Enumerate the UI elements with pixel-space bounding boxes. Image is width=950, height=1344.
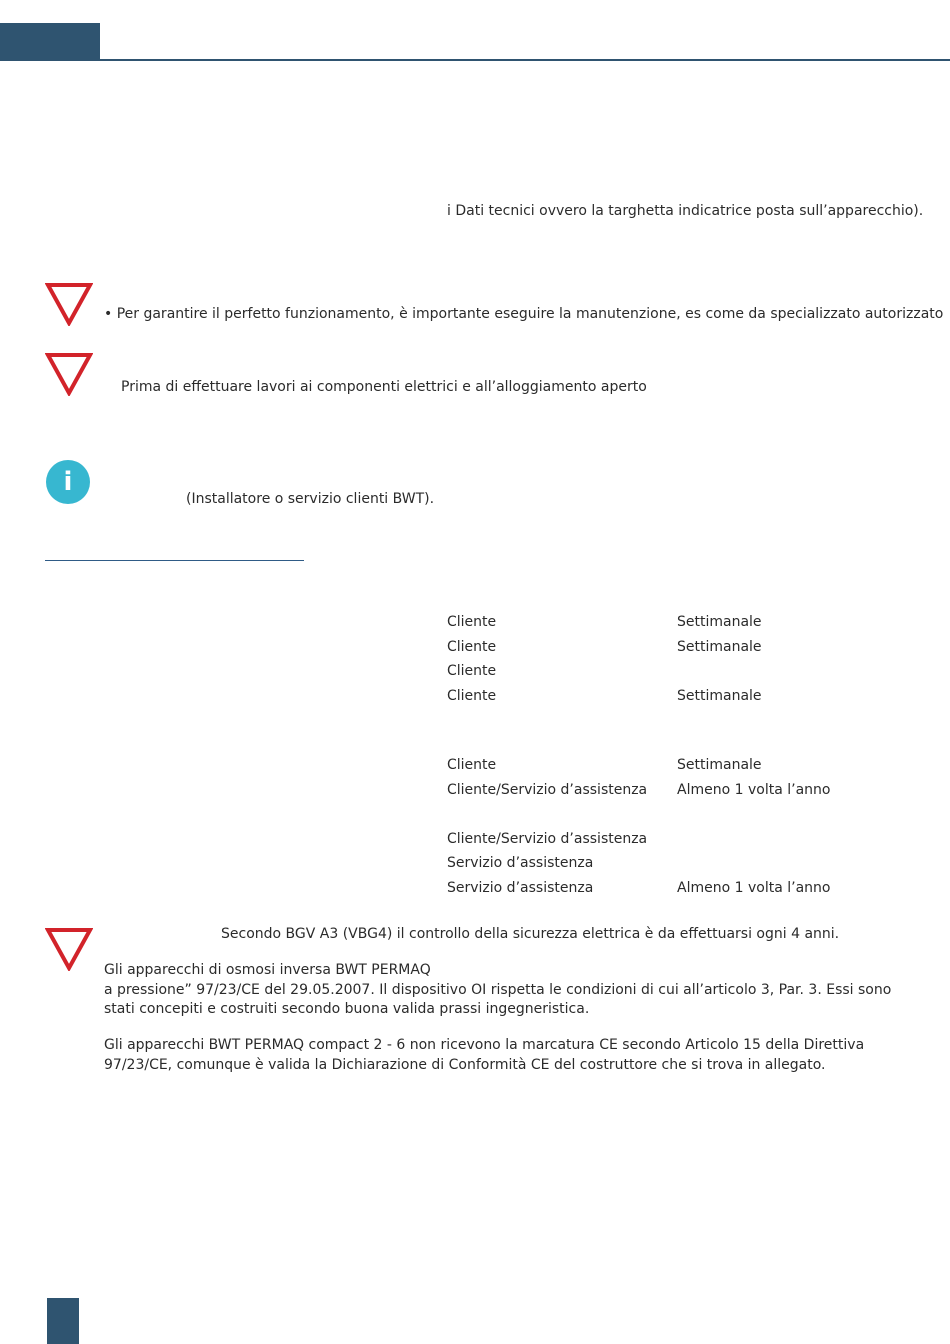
electric-warning-text: Prima di effettuare lavori ai componenti elettrici e all’alloggiamento aperto (121, 379, 647, 395)
table-cell-frequency: Settimanale (677, 639, 762, 655)
table-cell-frequency: Settimanale (677, 757, 762, 773)
table-cell-frequency: Settimanale (677, 614, 762, 630)
table-cell-frequency: Settimanale (677, 688, 762, 704)
table-cell-who: Cliente/Servizio d’assistenza (447, 782, 648, 798)
warning-triangle-icon (45, 927, 93, 971)
table-cell-who: Cliente (447, 688, 497, 704)
warning-triangle-icon (45, 352, 93, 396)
paragraph-line: Gli apparecchi BWT PERMAQ compact 2 - 6 non ricevono la marcatura CE secondo Articolo 15 della Direttiva (104, 1037, 865, 1053)
table-cell-who: Cliente (447, 614, 497, 630)
paragraph-line: Gli apparecchi di osmosi inversa BWT PERMAQ (104, 962, 431, 978)
info-circle-icon: i (46, 460, 90, 504)
table-cell-who: Cliente (447, 757, 497, 773)
table-cell-frequency: Almeno 1 volta l’anno (677, 880, 831, 896)
maintenance-warning-text: • Per garantire il perfetto funzionamento, è importante eseguire la manutenzione, es come da specializzato autorizzato (104, 306, 944, 322)
paragraph-line: 97/23/CE, comunque è valida la Dichiarazione di Conformità CE del costruttore che si trova in allegato. (104, 1056, 826, 1073)
section-divider (45, 560, 304, 561)
paragraph-line: stati concepiti e costruiti secondo buona valida prassi ingegneristica. (104, 1001, 590, 1017)
permaq-conformity-paragraph (104, 961, 891, 1020)
table-cell-frequency: Almeno 1 volta l’anno (677, 782, 831, 798)
header-rule (100, 59, 950, 61)
table-cell-who: Cliente/Servizio d’assistenza (447, 831, 648, 847)
header-bar-block (0, 23, 100, 61)
technical-data-note: i Dati tecnici ovvero la targhetta indicatrice posta sull’apparecchio). (447, 203, 924, 219)
table-cell-who: Servizio d’assistenza (447, 880, 594, 896)
table-cell-who: Cliente (447, 639, 497, 655)
warning-triangle-icon (45, 282, 93, 326)
table-cell-who: Servizio d’assistenza (447, 855, 594, 871)
info-note-text: (Installatore o servizio clienti BWT). (186, 491, 435, 507)
permaq-ce-marking-paragraph (104, 1036, 864, 1075)
paragraph-line: a pressione” 97/23/CE del 29.05.2007. Il dispositivo OI rispetta le condizioni di cui all’articolo 3, Par. 3. Essi sono (104, 981, 892, 998)
table-cell-who: Cliente (447, 663, 497, 679)
electrical-safety-text: Secondo BGV A3 (VBG4) il controllo della sicurezza elettrica è da effettuarsi ogni 4 anni. (221, 926, 840, 942)
page-number-tab (47, 1298, 79, 1344)
